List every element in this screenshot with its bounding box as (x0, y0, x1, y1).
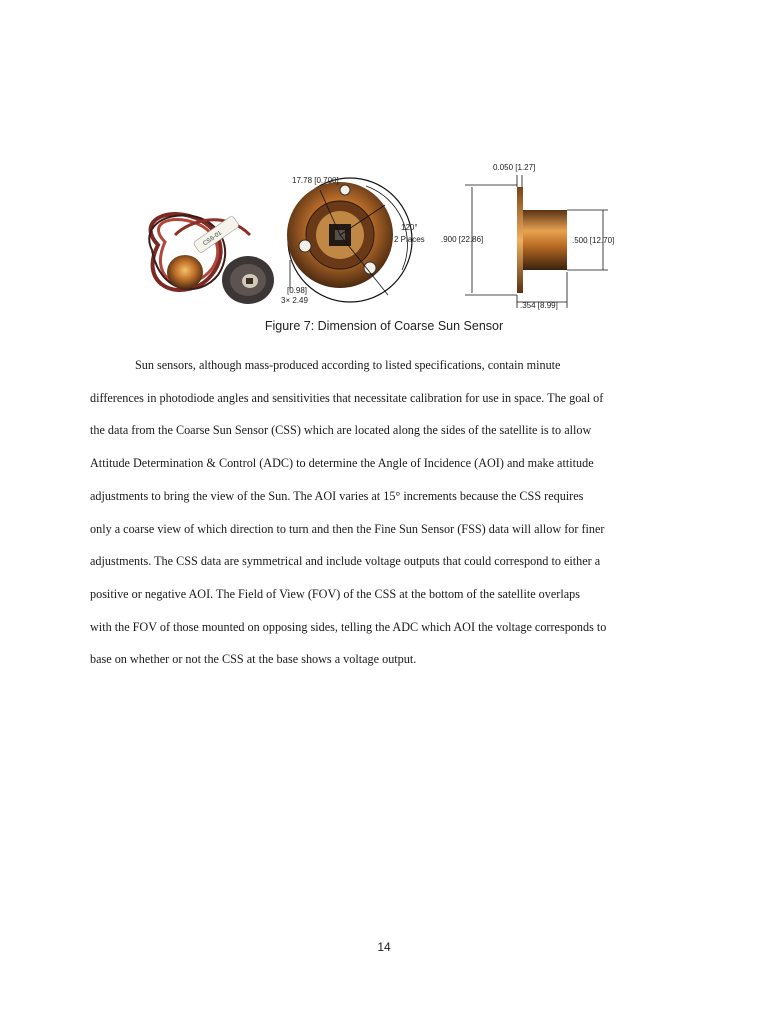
hole-dimension-label-b: 3× 2.49 (281, 296, 308, 305)
body-line: Sun sensors, although mass-produced according to listed specifications, contain minute (135, 358, 561, 372)
sensor-dimension-drawing (130, 150, 650, 320)
depth-label: .354 [8.99] (520, 301, 558, 310)
overall-height-label: .900 [22.86] (441, 235, 484, 244)
outer-diameter-label: 17.78 [0.700] (292, 176, 339, 185)
body-paragraph (90, 349, 690, 676)
sensor-figure (130, 150, 650, 320)
page-number: 14 (377, 940, 391, 954)
body-line: base on whether or not the CSS at the base shows a voltage output. (90, 652, 417, 667)
sensor-photo (149, 214, 274, 304)
body-line: adjustments. The CSS data are symmetrical and include voltage outputs that could correspond to either a (90, 554, 601, 569)
hole-dimension-label-a: [0.98] (287, 286, 308, 295)
sensor-front-view (281, 176, 425, 305)
angle-label: 120° (401, 223, 418, 232)
body-line: Attitude Determination & Control (ADC) to determine the Angle of Incidence (AOI) and make attitude (90, 456, 594, 471)
body-line: adjustments to bring the view of the Sun. The AOI varies at 15° increments because the CSS requires (90, 488, 584, 503)
angle-note-label: 2 Places (394, 235, 425, 244)
sensor-side-view (441, 163, 614, 310)
body-line: differences in photodiode angles and sensitivities that necessitate calibration for use in space. The goal of (90, 390, 604, 405)
figure-caption: Figure 7: Dimension of Coarse Sun Sensor (264, 319, 504, 333)
body-height-label: .500 [12.70] (572, 236, 615, 245)
body-line: the data from the Coarse Sun Sensor (CSS) which are located along the sides of the satellite is to allow (90, 423, 592, 438)
body-line: only a coarse view of which direction to turn and then the Fine Sun Sensor (FSS) data will allow for finer (90, 521, 605, 536)
flange-thickness-label: 0.050 [1.27] (493, 163, 536, 172)
body-line: with the FOV of those mounted on opposing sides, telling the ADC which AOI the voltage corresponds to (90, 619, 607, 634)
body-line: positive or negative AOI. The Field of View (FOV) of the CSS at the bottom of the satellite overlaps (90, 586, 580, 601)
sensor-tag-label: CSS-01 (202, 230, 223, 248)
